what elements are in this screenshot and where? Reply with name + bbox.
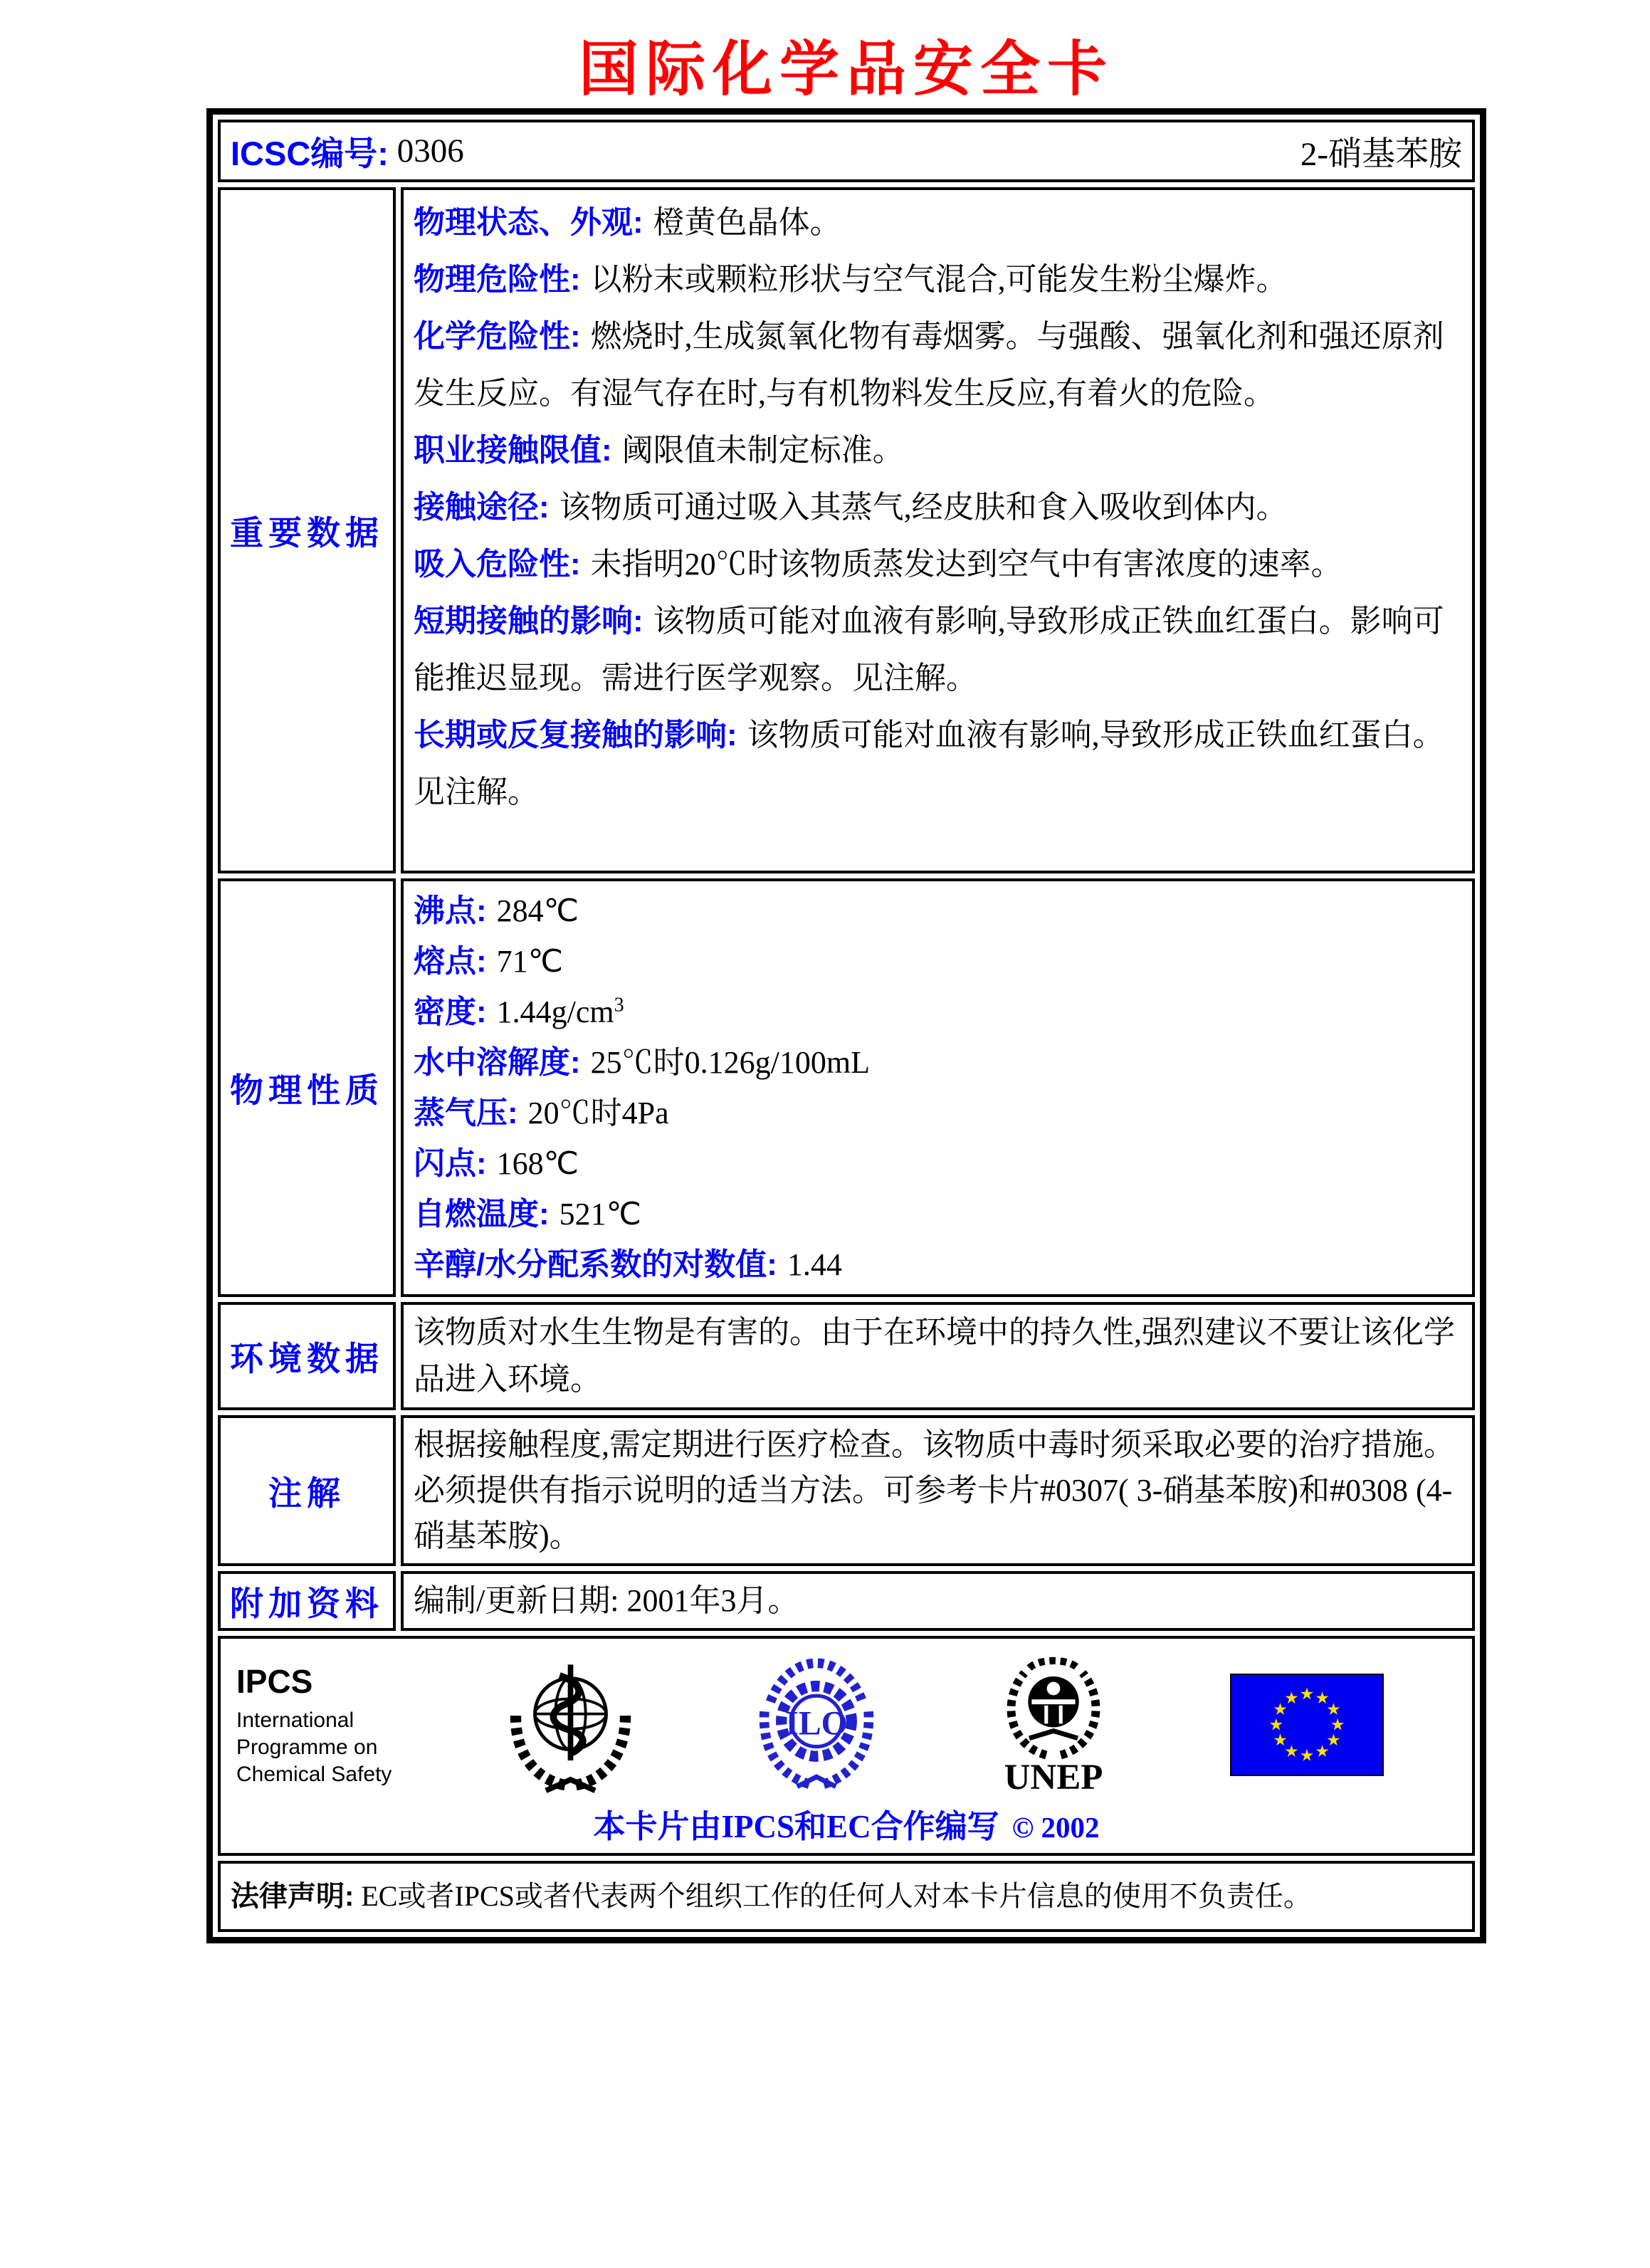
property-density: 密度: $1.44g/cm^3$ (414, 994, 624, 1029)
unep-logo-icon (993, 1650, 1114, 1800)
section-content-notes: 根据接触程度,需定期进行医疗检查。该物质中毒时须采取必要的治疗措施。必须提供有指示说明的适当方法。可参考卡片#0307( 3-硝基苯胺)和#0308 (4-硝基苯胺)。 (401, 1415, 1475, 1566)
section-content-additional-information (401, 1571, 1475, 1631)
logos-row (443, 1650, 1464, 1800)
section-content-important-data (401, 187, 1475, 873)
important-item: 化学危险性: 燃烧时,生成氮氧化物有毒烟雾。与强酸、强氧化剂和强还原剂发生反应。有湿气存在时,与有机物料发生反应,有着火的危险。 (414, 319, 1444, 411)
important-item: 吸入危险性: 未指明20℃时该物质蒸发达到空气中有害浓度的速率。 (414, 547, 1342, 582)
important-item: 长期或反复接触的影响: 该物质可能对血液有影响,导致形成正铁血红蛋白。见注解。 (414, 718, 1444, 809)
ipcs-title: IPCS (236, 1663, 313, 1700)
icsc-number-group (231, 127, 464, 175)
credit-text: 本卡片由IPCS和EC合作编写 (593, 1809, 999, 1844)
footer-organizations-row (218, 1636, 1475, 1856)
section-label-notes: 注解 (218, 1415, 396, 1566)
chemical-name: 2-硝基苯胺 (1300, 135, 1462, 173)
unep-logo-letters: UNEP (1004, 1758, 1103, 1798)
eu-flag-icon (1230, 1674, 1384, 1776)
section-content-physical-properties (401, 878, 1475, 1297)
credit-line (229, 1807, 1464, 1847)
icsc-number-label: ICSC编号: (231, 134, 389, 172)
section-environmental-data (218, 1302, 1475, 1410)
property-vapor-pressure: 蒸气压: 20℃时4Pa (414, 1096, 669, 1130)
section-label-additional-information: 附加资料 (218, 1571, 396, 1631)
ilo-logo-icon (756, 1657, 877, 1792)
section-label-physical-properties: 物理性质 (218, 878, 396, 1297)
important-item: 接触途径: 该物质可通过吸入其蒸气,经皮肤和食入吸收到体内。 (414, 490, 1288, 525)
header-row (218, 120, 1475, 182)
footer-top (229, 1650, 1464, 1800)
important-item: 职业接触限值: 阈限值未制定标准。 (414, 433, 904, 468)
property-autoignition-temperature: 自燃温度: 521℃ (414, 1197, 642, 1232)
section-notes (218, 1415, 1475, 1566)
section-label-important-data: 重要数据 (218, 187, 396, 873)
property-water-solubility: 水中溶解度: 25℃时0.126g/100mL (414, 1045, 870, 1080)
important-item: 短期接触的影响: 该物质可能对血液有影响,导致形成正铁血红蛋白。影响可能推迟显现。需进行医学观察。见注解。 (414, 604, 1444, 695)
section-content-environmental-data: 该物质对水生生物是有害的。由于在环境中的持久性,强烈建议不要让该化学品进入环境。 (401, 1302, 1475, 1410)
ilo-logo-letters: ILO (785, 1705, 848, 1743)
legal-notice-text: EC或者IPCS或者代表两个组织工作的任何人对本卡片信息的使用不负责任。 (361, 1880, 1312, 1912)
legal-notice-row (218, 1861, 1475, 1932)
section-physical-properties (218, 878, 1475, 1297)
important-item: 物理状态、外观: 橙黄色晶体。 (414, 205, 841, 240)
property-melting-point: 熔点: 71℃ (414, 944, 564, 979)
ipcs-text-block (229, 1650, 443, 1788)
important-item: 物理危险性: 以粉末或颗粒形状与空气混合,可能发生粉尘爆炸。 (414, 262, 1288, 297)
section-additional-information (218, 1571, 1475, 1631)
icsc-table (206, 108, 1486, 1943)
section-important-data (218, 187, 1475, 873)
copyright-text: © 2002 (1011, 1811, 1100, 1844)
ipcs-subtitle: International Programme on Chemical Safety (236, 1708, 392, 1786)
update-date-value: 2001年3月。 (626, 1583, 799, 1618)
page-title: 国际化学品安全卡 (578, 36, 1114, 103)
property-flash-point: 闪点: 168℃ (414, 1146, 579, 1181)
density-superscript: 3 (614, 994, 624, 1017)
who-logo-icon (501, 1654, 640, 1796)
update-date-label: 编制/更新日期: (414, 1583, 619, 1618)
property-octanol-water-partition: 辛醇/水分配系数的对数值: 1.44 (414, 1247, 842, 1282)
icsc-number-value: 0306 (396, 132, 464, 169)
legal-notice-label: 法律声明: (231, 1881, 354, 1912)
section-label-environmental-data: 环境数据 (218, 1302, 396, 1410)
property-boiling-point: 沸点: 284℃ (414, 893, 579, 928)
